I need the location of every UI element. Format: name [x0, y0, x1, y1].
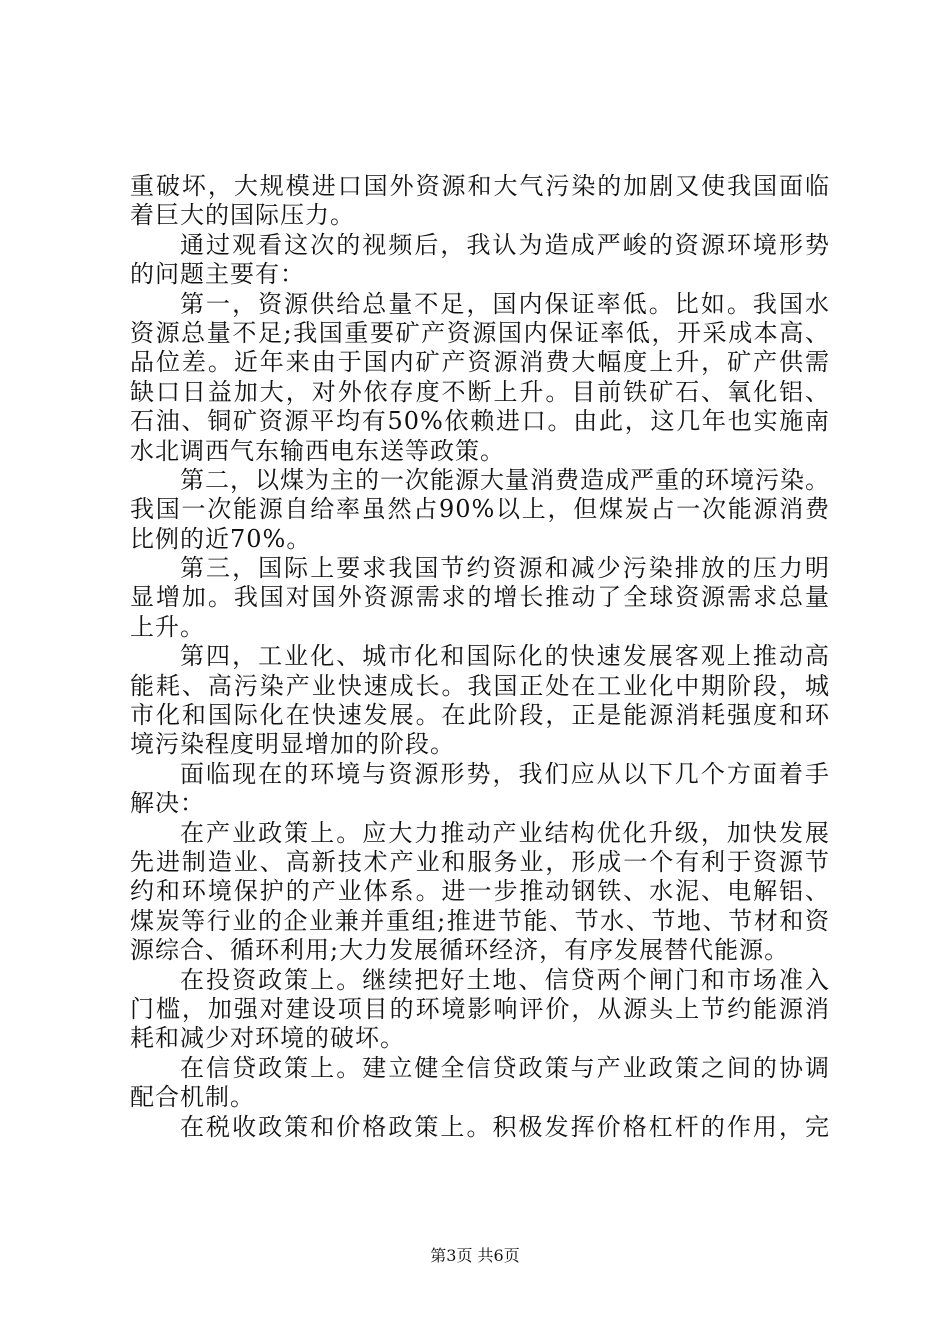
paragraph — [130, 172, 830, 231]
text-line: 比例的近70%。 — [130, 524, 312, 553]
text-line: 品位差。近年来由于国内矿产资源消费大幅度上升，矿产供需 — [130, 348, 830, 377]
text-line: 约和环境保护的产业体系。进一步推动钢铁、水泥、电解铝、 — [130, 877, 830, 906]
paragraph — [130, 819, 830, 966]
text-line: 我国一次能源自给率虽然占90%以上，但煤炭占一次能源消费 — [130, 495, 830, 524]
text-line: 第三，国际上要求我国节约资源和减少污染排放的压力明 — [180, 554, 830, 583]
text-line: 在投资政策上。继续把好土地、信贷两个闸门和市场准入 — [180, 965, 830, 994]
text-line: 耗和减少对环境的破坏。 — [130, 1024, 405, 1053]
text-line: 第四，工业化、城市化和国际化的快速发展客观上推动高 — [180, 642, 830, 671]
text-line: 煤炭等行业的企业兼并重组;推进节能、节水、节地、节材和资 — [130, 906, 830, 935]
text-line: 第二，以煤为主的一次能源大量消费造成严重的环境污染。 — [180, 465, 830, 494]
page-number-footer: 第3页 共6页 — [430, 1246, 520, 1265]
paragraph — [130, 290, 830, 466]
text-line: 重破坏，大规模进口国外资源和大气污染的加剧又使我国面临 — [130, 172, 830, 200]
text-line: 境污染程度明显增加的阶段。 — [130, 730, 455, 759]
paragraph — [130, 1054, 830, 1113]
text-line: 面临现在的环境与资源形势，我们应从以下几个方面着手 — [180, 759, 830, 788]
text-line: 通过观看这次的视频后，我认为造成严峻的资源环境形势 — [180, 230, 830, 259]
text-line: 门槛，加强对建设项目的环境影响评价，从源头上节约能源消 — [130, 994, 830, 1023]
text-line: 配合机制。 — [130, 1083, 255, 1112]
paragraph — [130, 1113, 830, 1142]
text-line: 的问题主要有： — [130, 260, 305, 289]
text-line: 先进制造业、高新技术产业和服务业，形成一个有利于资源节 — [130, 847, 830, 876]
text-line: 水北调西气东输西电东送等政策。 — [130, 436, 505, 465]
text-line: 上升。 — [130, 612, 205, 641]
text-line: 第一，资源供给总量不足，国内保证率低。比如。我国水 — [180, 289, 830, 318]
text-line: 石油、铜矿资源平均有50%依赖进口。由此，这几年也实施南 — [130, 407, 830, 436]
text-line: 源综合、循环利用;大力发展循环经济，有序发展替代能源。 — [130, 936, 790, 965]
text-line: 在税收政策和价格政策上。积极发挥价格杠杆的作用，完 — [180, 1112, 830, 1141]
text-line: 市化和国际化在快速发展。在此阶段，正是能源消耗强度和环 — [130, 701, 830, 730]
document-body — [130, 172, 830, 1142]
text-line: 解决： — [130, 789, 205, 818]
text-line: 缺口日益加大，对外依存度不断上升。目前铁矿石、氧化铝、 — [130, 377, 830, 406]
paragraph — [130, 760, 830, 819]
text-line: 显增加。我国对国外资源需求的增长推动了全球资源需求总量 — [130, 583, 830, 612]
paragraph — [130, 966, 830, 1054]
paragraph — [130, 231, 830, 290]
text-line: 着巨大的国际压力。 — [130, 201, 355, 230]
paragraph — [130, 554, 830, 642]
text-line: 资源总量不足;我国重要矿产资源国内保证率低，开采成本高、 — [130, 318, 830, 347]
paragraph — [130, 466, 830, 554]
text-line: 在产业政策上。应大力推动产业结构优化升级，加快发展 — [180, 818, 830, 847]
text-line: 能耗、高污染产业快速成长。我国正处在工业化中期阶段，城 — [130, 671, 830, 700]
paragraph — [130, 642, 830, 760]
text-line: 在信贷政策上。建立健全信贷政策与产业政策之间的协调 — [180, 1053, 830, 1082]
